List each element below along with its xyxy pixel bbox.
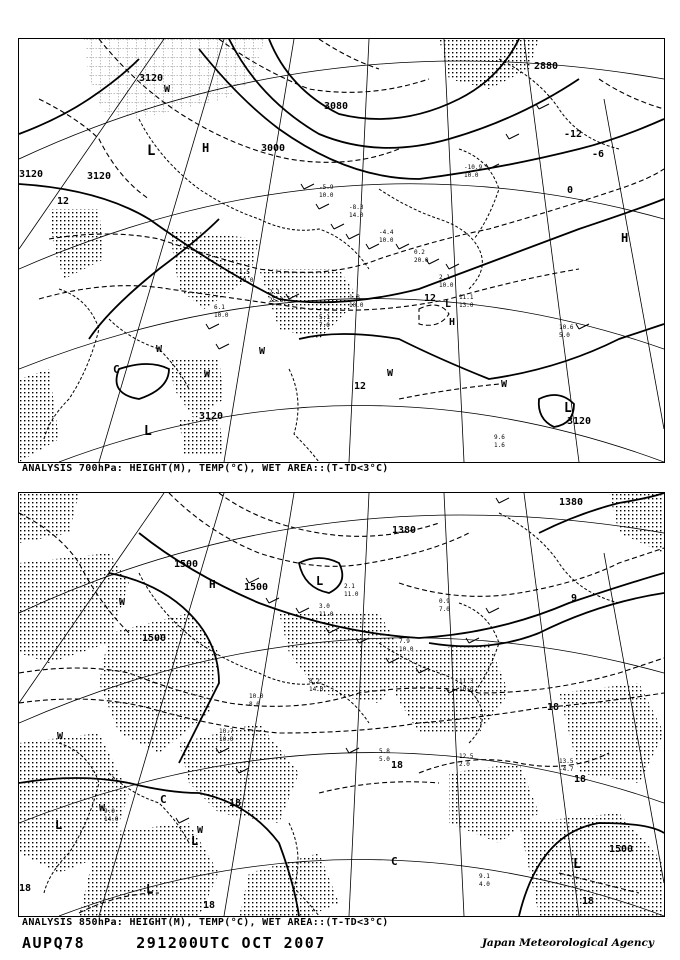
svg-text:9.1: 9.1 bbox=[479, 873, 490, 880]
center-symbol: L bbox=[144, 424, 152, 439]
svg-text:3.0: 3.0 bbox=[319, 603, 330, 610]
center-symbol: W bbox=[99, 803, 106, 814]
center-symbol: L bbox=[146, 882, 154, 896]
svg-text:11.0: 11.0 bbox=[319, 611, 334, 618]
height-label: 3080 bbox=[324, 101, 349, 112]
center-symbol: L bbox=[316, 574, 324, 588]
panel-caption-850: ANALYSIS 850hPa: HEIGHT(M), TEMP(°C), WET AREA::(T-TD<3°C) bbox=[22, 917, 389, 928]
wind-barbs-700 bbox=[206, 104, 589, 349]
svg-text:0.9: 0.9 bbox=[439, 598, 450, 605]
temp-label: -12 bbox=[564, 129, 583, 140]
center-symbol: H bbox=[209, 578, 216, 591]
svg-text:5.0: 5.0 bbox=[559, 332, 570, 339]
center-symbol: W bbox=[204, 369, 211, 380]
height-label: 1380 bbox=[559, 497, 584, 508]
temp-label: 18 bbox=[547, 702, 560, 713]
wet-area-850 bbox=[19, 493, 664, 916]
center-symbol: W bbox=[501, 379, 508, 390]
svg-text:7.0: 7.0 bbox=[439, 606, 450, 613]
height-label: 2880 bbox=[534, 61, 559, 72]
map-700hpa-chart bbox=[19, 39, 664, 462]
svg-text:1.8: 1.8 bbox=[349, 294, 360, 301]
temp-labels-700 bbox=[57, 129, 604, 392]
svg-text:10.0: 10.0 bbox=[349, 302, 364, 309]
center-symbol: W bbox=[57, 731, 64, 742]
temp-label: 18 bbox=[574, 774, 587, 785]
svg-text:13.0: 13.0 bbox=[459, 302, 474, 309]
svg-text:2.0: 2.0 bbox=[459, 761, 470, 768]
svg-text:25.0: 25.0 bbox=[269, 297, 284, 304]
svg-text:-4.4: -4.4 bbox=[379, 229, 394, 236]
svg-text:-10.9: -10.9 bbox=[464, 164, 483, 171]
height-label: 3120 bbox=[567, 416, 592, 427]
svg-text:10.0: 10.0 bbox=[439, 282, 454, 289]
svg-text:8.0: 8.0 bbox=[249, 701, 260, 708]
center-symbol: L bbox=[573, 857, 581, 872]
center-symbol: L bbox=[191, 834, 199, 848]
svg-text:10.0: 10.0 bbox=[459, 686, 474, 693]
height-label: 1500 bbox=[142, 633, 167, 644]
svg-text:10.0: 10.0 bbox=[399, 646, 414, 653]
svg-text:9.0: 9.0 bbox=[104, 808, 115, 815]
center-symbol: L bbox=[564, 401, 572, 416]
svg-text:5.0: 5.0 bbox=[379, 756, 390, 763]
svg-text:10.6: 10.6 bbox=[559, 324, 574, 331]
svg-text:1.6: 1.6 bbox=[494, 442, 505, 449]
center-symbol: H bbox=[449, 317, 456, 328]
temp-label: 0 bbox=[567, 185, 574, 196]
agency-credit: Japan Meteorological Agency bbox=[481, 937, 654, 949]
svg-text:10.0: 10.0 bbox=[464, 172, 479, 179]
svg-text:14.0: 14.0 bbox=[309, 686, 324, 693]
product-header bbox=[22, 934, 326, 952]
svg-text:-4.7: -4.7 bbox=[559, 766, 574, 773]
center-symbol: C bbox=[113, 363, 120, 376]
panel-caption-700: ANALYSIS 700hPa: HEIGHT(M), TEMP(°C), WET AREA::(T-TD<3°C) bbox=[22, 463, 389, 474]
svg-text:-5.9: -5.9 bbox=[319, 184, 334, 191]
height-label: 3120 bbox=[87, 171, 112, 182]
map-panel-700hpa bbox=[18, 38, 665, 463]
height-label: 1380 bbox=[392, 525, 417, 536]
height-label: 1500 bbox=[609, 844, 634, 855]
svg-text:2.1: 2.1 bbox=[439, 274, 450, 281]
center-symbol: L bbox=[55, 818, 63, 832]
svg-text:10.0: 10.0 bbox=[219, 736, 234, 743]
center-symbol: W bbox=[156, 344, 163, 355]
temp-label: 18 bbox=[203, 900, 216, 911]
svg-text:7.9: 7.9 bbox=[399, 638, 410, 645]
temp-label: 18 bbox=[391, 760, 404, 771]
svg-text:11.0: 11.0 bbox=[344, 591, 359, 598]
coastline-700 bbox=[44, 59, 619, 462]
temp-label: -6 bbox=[592, 149, 605, 160]
center-symbol: W bbox=[197, 825, 204, 836]
svg-text:14.0: 14.0 bbox=[349, 212, 364, 219]
map-panel-850hpa bbox=[18, 492, 665, 917]
temp-label: 18 bbox=[229, 798, 242, 809]
svg-text:10.0: 10.0 bbox=[214, 312, 229, 319]
svg-text:5.8: 5.8 bbox=[379, 748, 390, 755]
svg-text:14.0: 14.0 bbox=[104, 816, 119, 823]
svg-text:7.0: 7.0 bbox=[319, 322, 330, 329]
temp-label: 12 bbox=[354, 381, 367, 392]
center-symbol: W bbox=[164, 84, 171, 95]
map-850hpa-chart bbox=[19, 493, 664, 916]
svg-text:11.1: 11.1 bbox=[459, 294, 474, 301]
svg-text:10.0: 10.0 bbox=[379, 237, 394, 244]
temp-label: 18 bbox=[19, 883, 32, 894]
height-label: 3000 bbox=[261, 143, 286, 154]
temp-label: 18 bbox=[582, 896, 595, 907]
svg-text:11.3: 11.3 bbox=[459, 678, 474, 685]
svg-text:19.0: 19.0 bbox=[239, 277, 254, 284]
svg-text:-8.3: -8.3 bbox=[349, 204, 364, 211]
svg-text:0.2: 0.2 bbox=[414, 249, 425, 256]
center-symbol: L bbox=[445, 299, 452, 310]
temp-label: 12 bbox=[57, 196, 70, 207]
height-label: 3120 bbox=[139, 73, 164, 84]
svg-text:2.1: 2.1 bbox=[344, 583, 355, 590]
svg-text:6.1: 6.1 bbox=[214, 304, 225, 311]
svg-text:2.1: 2.1 bbox=[269, 289, 280, 296]
height-label: 1500 bbox=[174, 559, 199, 570]
svg-text:10.7: 10.7 bbox=[219, 728, 234, 735]
svg-text:5.1: 5.1 bbox=[319, 314, 330, 321]
height-label: 3120 bbox=[199, 411, 224, 422]
temp-label: 12 bbox=[424, 293, 437, 304]
temp-label: 9 bbox=[571, 593, 578, 604]
center-symbol: L bbox=[147, 143, 156, 159]
center-symbol: C bbox=[160, 793, 167, 806]
height-label: 1500 bbox=[244, 582, 269, 593]
product-code: AUPQ78 bbox=[22, 934, 86, 952]
height-labels-700 bbox=[19, 61, 591, 427]
svg-text:8.2: 8.2 bbox=[309, 678, 320, 685]
svg-text:4.0: 4.0 bbox=[479, 881, 490, 888]
svg-text:9.6: 9.6 bbox=[494, 434, 505, 441]
svg-text:10.0: 10.0 bbox=[319, 192, 334, 199]
center-symbol: W bbox=[259, 346, 266, 357]
center-symbol: C bbox=[391, 855, 398, 868]
center-symbol: H bbox=[621, 231, 629, 245]
center-symbol: H bbox=[202, 141, 210, 155]
svg-text:13.5: 13.5 bbox=[559, 758, 574, 765]
svg-text:20.0: 20.0 bbox=[414, 257, 429, 264]
svg-text:10.0: 10.0 bbox=[249, 693, 264, 700]
svg-text:1.5: 1.5 bbox=[239, 269, 250, 276]
center-symbol: W bbox=[387, 368, 394, 379]
height-label: 3120 bbox=[19, 169, 44, 180]
center-symbol: W bbox=[119, 597, 126, 608]
valid-time: 291200UTC OCT 2007 bbox=[136, 934, 326, 952]
svg-text:12.5: 12.5 bbox=[459, 753, 474, 760]
